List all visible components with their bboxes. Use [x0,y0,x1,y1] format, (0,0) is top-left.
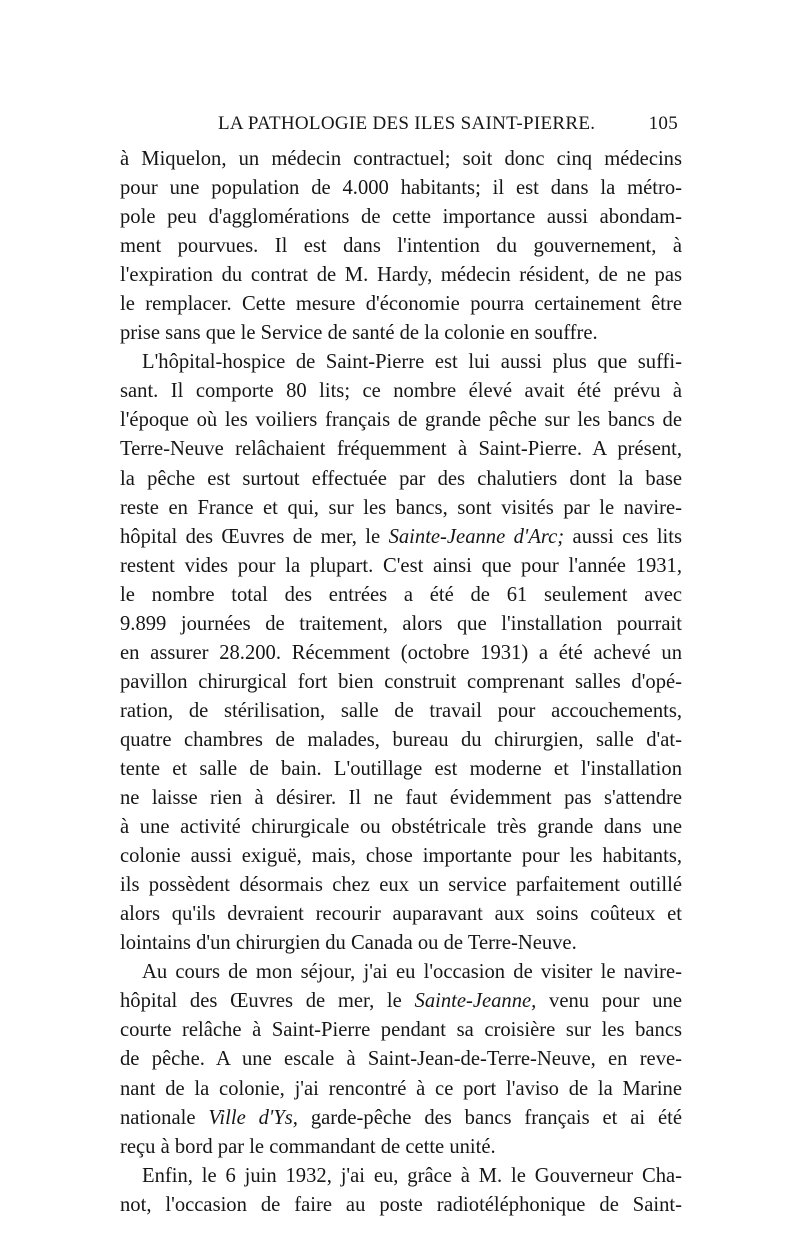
text-line: l'époque où les voiliers français de grande pêche sur les bancs de [120,409,682,432]
text-line: sant. Il comporte 80 lits; ce nombre élevé avait été prévu à [120,380,682,403]
text-line: ration, de stérilisation, salle de travail pour accouchements, [120,699,682,722]
text-line: ils possèdent désormais chez eux un service parfaitement outillé [120,874,682,897]
text-line: hôpital des Œuvres de mer, le Sainte-Jeanne, venu pour une [120,990,682,1013]
text-line: Au cours de mon séjour, j'ai eu l'occasion de visiter le navire- [142,961,682,984]
text-line: lointains d'un chirurgien du Canada ou de Terre-Neuve. [120,932,577,955]
text-line: la pêche est surtout effectuée par des chalutiers dont la base [120,467,682,490]
text-line: de pêche. A une escale à Saint-Jean-de-Terre-Neuve, en reve- [120,1048,682,1071]
text-line: reste en France et qui, sur les bancs, sont visités par le navire- [120,496,682,519]
text-line: à une activité chirurgicale ou obstétricale très grande dans une [120,816,682,839]
ship-name: Ville d'Ys, [208,1106,298,1129]
text-line: pour une population de 4.000 habitants; il est dans la métro- [120,177,682,200]
text-line: courte relâche à Saint-Pierre pendant sa croisière sur les bancs [120,1019,682,1042]
text-line: pole peu d'agglomérations de cette importance aussi abondam- [120,206,682,229]
running-head [120,105,682,141]
text-line: en assurer 28.200. Récemment (octobre 1931) a été achevé un [120,641,682,664]
text-line: L'hôpital-hospice de Saint-Pierre est lui aussi plus que suffi- [142,351,682,374]
text-line: nationale Ville d'Ys, garde-pêche des bancs français et ai été [120,1106,682,1129]
paragraph-1 [120,145,682,348]
text-line: ne laisse rien à désirer. Il ne faut évidemment pas s'attendre [120,787,682,810]
text-line: Terre-Neuve relâchaient fréquemment à Saint-Pierre. A présent, [120,438,682,461]
paragraph-2 [120,348,682,958]
text-line: 9.899 journées de traitement, alors que l'installation pourrait [120,612,682,635]
text-line: l'expiration du contrat de M. Hardy, médecin résident, de ne pas [120,264,682,287]
page-number: 105 [648,113,678,134]
ship-name: Sainte-Jeanne d'Arc; [388,525,565,548]
text-line: pavillon chirurgical fort bien construit comprenant salles d'opé- [120,670,682,693]
text-line: Enfin, le 6 juin 1932, j'ai eu, grâce à M. le Gouverneur Cha- [142,1164,682,1187]
text-line: nant de la colonie, j'ai rencontré à ce port l'aviso de la Marine [120,1077,682,1100]
paragraph-4 [120,1162,682,1220]
body-text [120,145,682,1220]
text-line: restent vides pour la plupart. C'est ainsi que pour l'année 1931, [120,554,682,577]
paragraph-3 [120,958,682,1161]
text-line: not, l'occasion de faire au poste radiotéléphonique de Saint- [120,1193,682,1216]
text-line: prise sans que le Service de santé de la colonie en souffre. [120,322,598,345]
text-line: le remplacer. Cette mesure d'économie pourra certainement être [120,293,682,316]
text-line: colonie aussi exiguë, mais, chose importante pour les habitants, [120,845,682,868]
text-line: le nombre total des entrées a été de 61 seulement avec [120,583,682,606]
text-line: alors qu'ils devraient recourir auparavant aux soins coûteux et [120,903,682,926]
page [120,105,682,1220]
text-line: à Miquelon, un médecin contractuel; soit donc cinq médecins [120,148,682,170]
text-line: hôpital des Œuvres de mer, le Sainte-Jeanne d'Arc; aussi ces lits [120,525,682,548]
text-line: tente et salle de bain. L'outillage est moderne et l'installation [120,757,682,780]
running-head-title: LA PATHOLOGIE DES ILES SAINT-PIERRE. [218,113,596,134]
text-line: ment pourvues. Il est dans l'intention du gouvernement, à [120,235,682,258]
ship-name: Sainte-Jeanne, [414,990,537,1013]
text-line: quatre chambres de malades, bureau du chirurgien, salle d'at- [120,728,682,751]
text-line: reçu à bord par le commandant de cette unité. [120,1135,496,1158]
